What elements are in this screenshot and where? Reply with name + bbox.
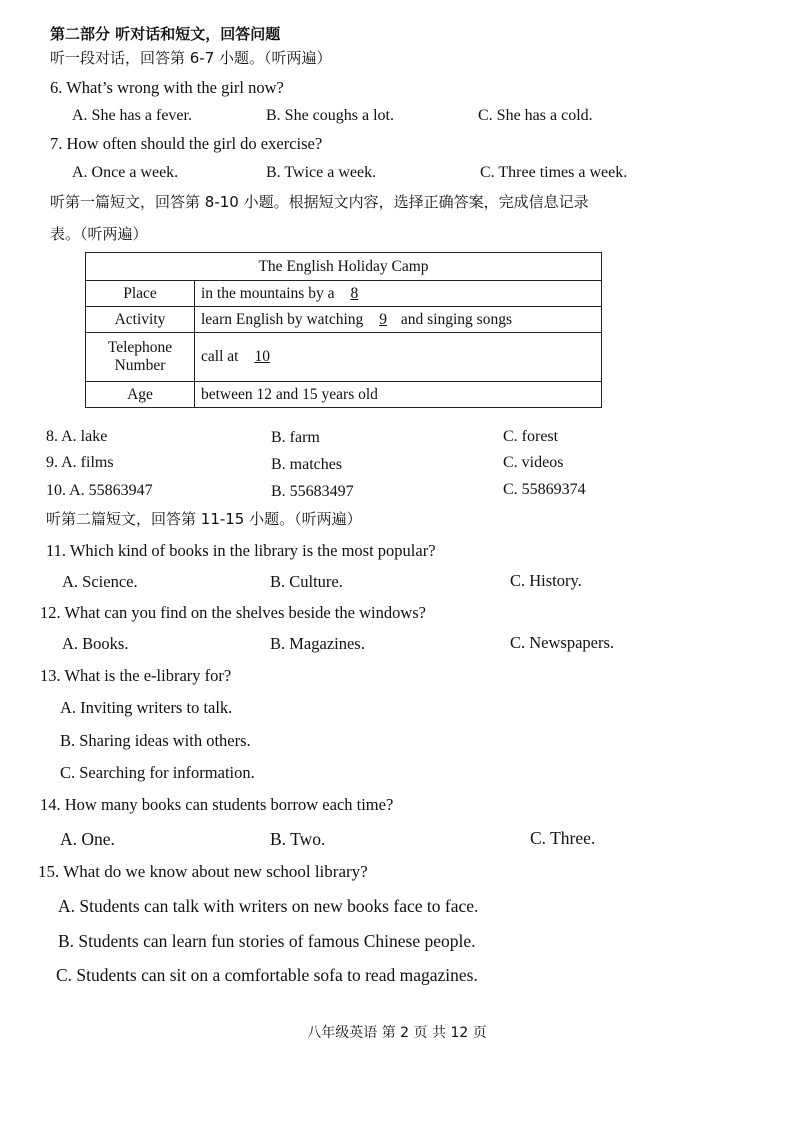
q9-option-c: C. videos — [503, 454, 564, 471]
q15-option-c: C. Students can sit on a comfortable sofa to read magazines. — [56, 965, 478, 985]
section-title: 第二部分 听对话和短文，回答问题 — [50, 25, 281, 43]
q11-option-a: A. Science. — [62, 572, 138, 591]
row-label-activity: Activity — [86, 307, 195, 333]
question-11: 11. Which kind of books in the library is the most popular? — [46, 541, 436, 560]
page-footer: 八年级英语 第 2 页 共 12 页 — [307, 1025, 487, 1041]
q10-option-a: 10. A. 55863947 — [46, 482, 153, 499]
q9-option-a: 9. A. films — [46, 454, 114, 471]
info-record-table — [85, 252, 602, 408]
q13-option-a: A. Inviting writers to talk. — [60, 698, 233, 717]
q13-option-b: B. Sharing ideas with others. — [60, 731, 251, 750]
q12-option-c: C. Newspapers. — [510, 633, 615, 652]
q13-option-c: C. Searching for information. — [60, 763, 255, 782]
q12-option-a: A. Books. — [62, 634, 129, 653]
q8-option-b: B. farm — [271, 429, 320, 446]
q11-option-b: B. Culture. — [270, 572, 343, 591]
question-12: 12. What can you find on the shelves beside the windows? — [40, 603, 426, 622]
q7-option-b: B. Twice a week. — [266, 164, 377, 181]
q7-option-c: C. Three times a week. — [480, 164, 628, 181]
q15-option-a: A. Students can talk with writers on new books face to face. — [58, 896, 479, 916]
row-value-age: between 12 and 15 years old — [195, 382, 602, 408]
q6-option-b: B. She coughs a lot. — [266, 107, 394, 124]
instruction-passage-2: 听第二篇短文，回答第 11-15 小题。（听两遍） — [46, 510, 362, 528]
q10-option-b: B. 55683497 — [271, 483, 354, 500]
instruction-passage-1-line-2: 表。（听两遍） — [50, 225, 148, 243]
q6-option-a: A. She has a fever. — [72, 107, 192, 124]
q8-option-a: 8. A. lake — [46, 428, 108, 445]
row-value-telephone: call at 10 — [195, 333, 602, 382]
blank-8: 8 — [350, 284, 359, 302]
q9-option-b: B. matches — [271, 456, 343, 473]
row-value-place: in the mountains by a 8 — [195, 281, 602, 307]
q14-option-c: C. Three. — [530, 828, 596, 848]
instruction-passage-1-line-1: 听第一篇短文，回答第 8-10 小题。根据短文内容，选择正确答案，完成信息记录 — [50, 193, 589, 211]
row-label-age: Age — [86, 382, 195, 408]
row-label-telephone: Telephone Number — [86, 333, 195, 382]
question-7: 7. How often should the girl do exercise? — [50, 134, 323, 153]
table-title: The English Holiday Camp — [86, 253, 602, 281]
blank-10: 10 — [254, 348, 270, 365]
instruction-dialogue: 听一段对话，回答第 6-7 小题。（听两遍） — [50, 49, 332, 67]
row-value-activity: learn English by watching 9 and singing songs — [195, 307, 602, 333]
q10-option-c: C. 55869374 — [503, 481, 586, 498]
q6-option-c: C. She has a cold. — [478, 107, 593, 124]
q15-option-b: B. Students can learn fun stories of famous Chinese people. — [58, 931, 476, 951]
q11-option-c: C. History. — [510, 571, 582, 590]
question-14: 14. How many books can students borrow each time? — [40, 795, 394, 814]
q8-option-c: C. forest — [503, 428, 559, 445]
q12-option-b: B. Magazines. — [270, 634, 365, 653]
question-6: 6. What’s wrong with the girl now? — [50, 78, 284, 97]
q14-option-a: A. One. — [60, 829, 115, 849]
q14-option-b: B. Two. — [270, 829, 326, 849]
question-15: 15. What do we know about new school library? — [38, 862, 368, 881]
blank-9: 9 — [379, 310, 388, 328]
question-13: 13. What is the e-library for? — [40, 666, 232, 685]
q7-option-a: A. Once a week. — [72, 164, 179, 181]
row-label-place: Place — [86, 281, 195, 307]
